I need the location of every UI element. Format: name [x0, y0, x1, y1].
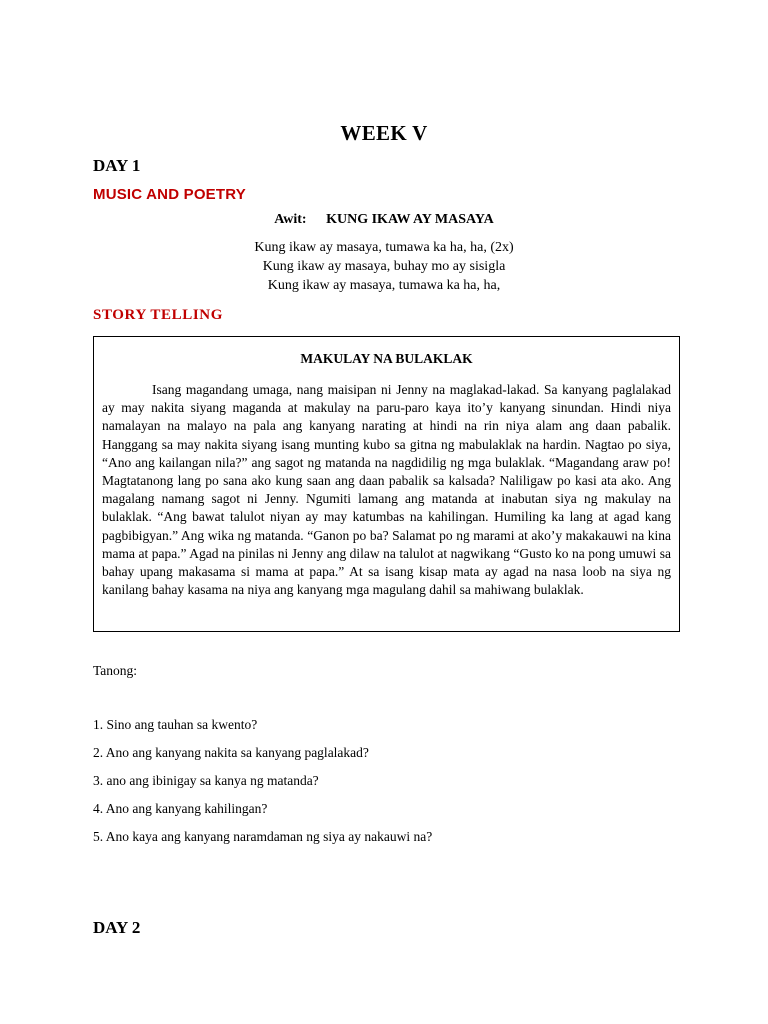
question-item: 2. Ano ang kanyang nakita sa kanyang paglalakad?	[93, 745, 369, 760]
song-lyrics	[0, 238, 768, 295]
question-item: 1. Sino ang tauhan sa kwento?	[93, 717, 258, 732]
lyric-line: Kung ikaw ay masaya, tumawa ka ha, ha, (2x)	[254, 240, 514, 255]
song-title: KUNG IKAW AY MASAYA	[326, 212, 494, 227]
question-item: 5. Ano kaya ang kanyang naramdaman ng siya ay nakauwi na?	[93, 829, 433, 844]
story-text: Isang magandang umaga, nang maisipan ni Jenny na maglakad-lakad. Sa kanyang paglalakad ay may nakita siyang maganda at makulay na paru-paro kaya ito’y kanyang sinundan. Hindi niya namalayan na malayo na pala ang kanyang narating at hindi na rin niya alam ang daan pabalik. Hanggang sa may nakita siyang isang munting kubo sa gitna ng mabulaklak na hardin. Nagtao po siya, “Ano ang kailangan nila?” ang sagot ng matanda na nagdidilig ng mga bulaklak. “Magandang araw po! Magtatanong lang po sana ako kung saan ang daan pabalik sa kalsada? Naliligaw po kasi ata ako. Ang magalang namang sagot ni Jenny. Ngumiti lamang ang matanda at inabutan siya ng makulay na bulaklak. “Ang bawat talulot niyan ay may katumbas na kahilingan. Humiling ka lang at agad kang pagbibigyan.” Ang wika ng matanda. “Ganon po ba? Salamat po ng marami at ako’y makakauwi na kina mama at papa.” Agad na pinilas ni Jenny ang dilaw na talulot at nagwikang “Gusto ko na pong umuwi sa bahay upang makasama si mama at papa.” At sa isang kisap mata ay agad na nasa loob na siya ng kanilang bahay kasama na niya ang kanyang mga magulang dahil sa mahiwang bulaklak.	[102, 382, 671, 598]
story-telling-heading: STORY TELLING	[93, 307, 223, 323]
question-item: 4. Ano ang kanyang kahilingan?	[93, 801, 268, 816]
question-item: 3. ano ang ibinigay sa kanya ng matanda?	[93, 773, 319, 788]
music-poetry-heading: MUSIC AND POETRY	[93, 186, 246, 203]
day-2-heading: DAY 2	[93, 918, 141, 937]
lyric-line: Kung ikaw ay masaya, tumawa ka ha, ha,	[267, 278, 501, 293]
page-title: WEEK V	[340, 121, 428, 145]
questions-list	[93, 715, 432, 855]
song-title-line	[0, 212, 768, 228]
lyric-line: Kung ikaw ay masaya, buhay mo ay sisigla	[262, 259, 506, 274]
day-1-heading: DAY 1	[93, 156, 141, 175]
story-box	[93, 336, 680, 632]
song-label: Awit:	[274, 212, 307, 227]
story-title: MAKULAY NA BULAKLAK	[300, 351, 473, 366]
questions-label: Tanong:	[93, 663, 138, 678]
